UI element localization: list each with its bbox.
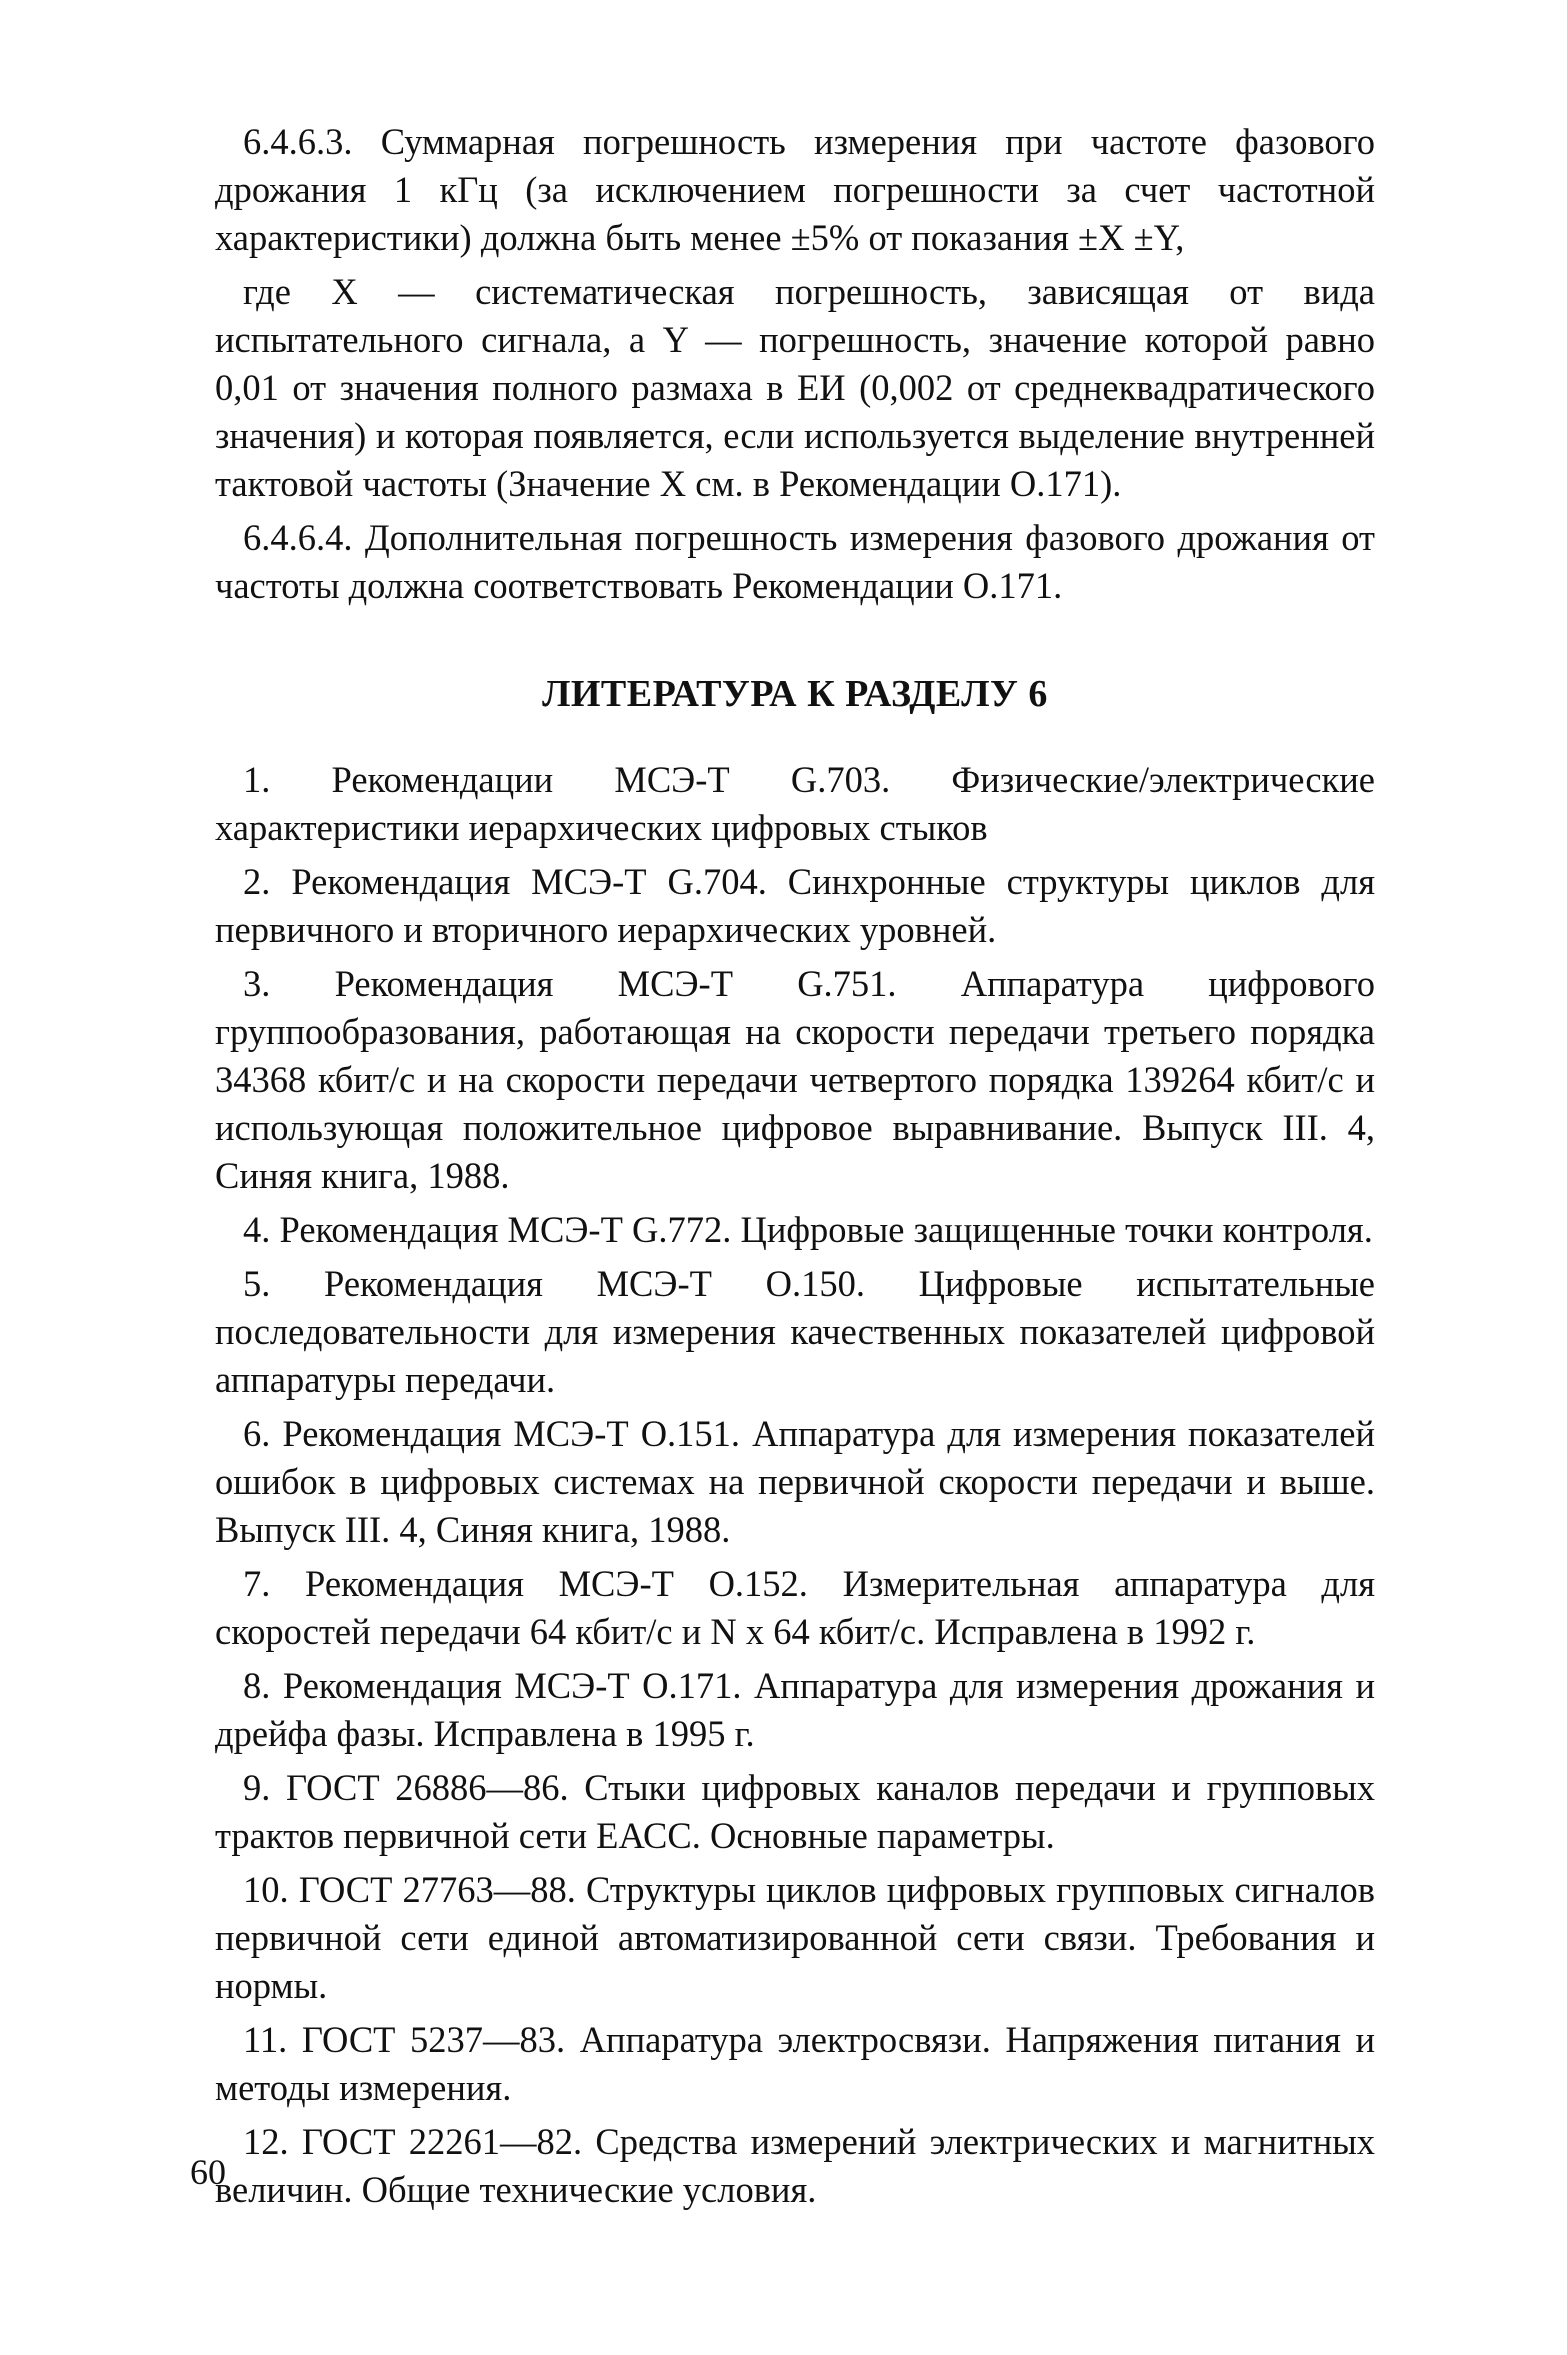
reference-item: 10. ГОСТ 27763—88. Структуры циклов цифровых групповых сигналов первичной сети единой автоматизированной сети связи. Требования и нормы.: [215, 1869, 1375, 2006]
references-list: [215, 756, 1375, 2214]
page-number: 60: [190, 2152, 226, 2192]
reference-item: 11. ГОСТ 5237—83. Аппаратура электросвязи. Напряжения питания и методы измерения.: [215, 2019, 1375, 2108]
references-heading: ЛИТЕРАТУРА К РАЗДЕЛУ 6: [542, 673, 1048, 715]
reference-item: 3. Рекомендация МСЭ-Т G.751. Аппаратура цифрового группообразования, работающая на скорости передачи третьего порядка 34368 кбит/с и на скорости передачи четвертого порядка 139264 кбит/с и использующая положительное цифровое выравнивание. Выпуск III. 4, Синяя книга, 1988.: [215, 963, 1375, 1196]
reference-item: 2. Рекомендация МСЭ-Т G.704. Синхронные структуры циклов для первичного и вторичного иерархических уровней.: [215, 861, 1375, 950]
reference-item: 7. Рекомендация МСЭ-Т О.152. Измерительная аппаратура для скоростей передачи 64 кбит/с и N x 64 кбит/с. Исправлена в 1992 г.: [215, 1563, 1375, 1652]
reference-item: 9. ГОСТ 26886—86. Стыки цифровых каналов передачи и групповых трактов первичной сети ЕАСС. Основные параметры.: [215, 1767, 1375, 1856]
reference-item: 5. Рекомендация МСЭ-Т О.150. Цифровые испытательные последовательности для измерения качественных показателей цифровой аппаратуры передачи.: [215, 1263, 1375, 1400]
reference-item: 12. ГОСТ 22261—82. Средства измерений электрических и магнитных величин. Общие технические условия.: [215, 2121, 1375, 2210]
reference-item: 6. Рекомендация МСЭ-Т О.151. Аппаратура для измерения показателей ошибок в цифровых системах на первичной скорости передачи и выше. Выпуск III. 4, Синяя книга, 1988.: [215, 1413, 1375, 1550]
reference-item: 1. Рекомендации МСЭ-Т G.703. Физические/электрические характеристики иерархических цифровых стыков: [215, 759, 1375, 848]
paragraph-6-4-6-3: 6.4.6.3. Суммарная погрешность измерения при частоте фазового дрожания 1 кГц (за исключением погрешности за счет частотной характеристики) должна быть менее ±5% от показания ±X ±Y,: [215, 121, 1375, 258]
reference-item: 4. Рекомендация МСЭ-Т G.772. Цифровые защищенные точки контроля.: [243, 1209, 1373, 1250]
paragraph-6-4-6-4: 6.4.6.4. Дополнительная погрешность измерения фазового дрожания от частоты должна соответствовать Рекомендации О.171.: [215, 517, 1375, 606]
reference-item: 8. Рекомендация МСЭ-Т О.171. Аппаратура для измерения дрожания и дрейфа фазы. Исправлена в 1995 г.: [215, 1665, 1375, 1754]
page-body: [215, 118, 1375, 2220]
paragraph-error-definition: где X — систематическая погрешность, зависящая от вида испытательного сигнала, а Y — погрешность, значение которой равно 0,01 от значения полного размаха в ЕИ (0,002 от среднеквадратического значения) и которая появляется, если используется выделение внутренней тактовой частоты (Значение X см. в Рекомендации О.171).: [215, 271, 1375, 504]
